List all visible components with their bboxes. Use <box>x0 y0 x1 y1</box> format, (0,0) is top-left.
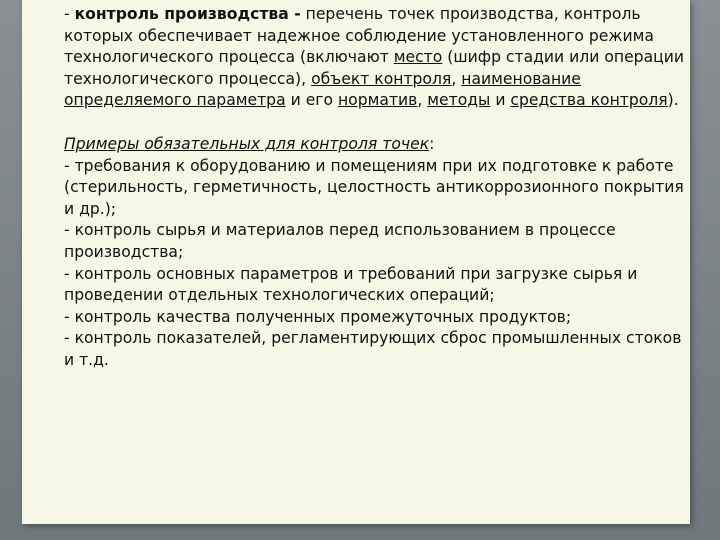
examples-heading-colon: : <box>429 134 435 153</box>
definition-paragraph <box>64 4 696 112</box>
example-item: - контроль показателей, регламентирующих сброс промышленных стоков и т.д. <box>64 329 682 369</box>
separator-1: , <box>451 69 462 88</box>
definition-text-2: (шифр стадии или операции технологического процесса), <box>64 48 685 88</box>
examples-heading: Примеры обязательных для контроля точек <box>64 134 430 153</box>
definition-text-4: и <box>490 91 511 110</box>
examples-heading-line <box>64 134 696 156</box>
definition-text-1: перечень точек производства, контроль которых обеспечивает надежное соблюдение установленного режима технологического процесса (включают <box>64 5 654 67</box>
definition-term: контроль производства - <box>74 5 301 23</box>
term-parameter-name: наименование определяемого параметра <box>64 69 581 110</box>
term-control-means: средства контроля <box>510 91 668 110</box>
example-item: - контроль основных параметров и требований при загрузке сырья и проведении отдельных технологических операций; <box>64 264 638 305</box>
term-methods: методы <box>427 91 491 110</box>
term-control-object: объект контроля <box>311 69 452 88</box>
slide <box>22 0 690 524</box>
definition-dash: - <box>64 5 75 23</box>
separator-2: , <box>417 91 428 110</box>
term-norm: норматив <box>337 91 418 110</box>
definition-text-3: и его <box>285 91 338 110</box>
example-item: - контроль качества полученных промежуточных продуктов; <box>64 307 572 326</box>
example-item: - контроль сырья и материалов перед использованием в процессе производства; <box>64 221 616 261</box>
term-place: место <box>393 48 443 67</box>
slide-content <box>64 4 696 372</box>
example-item: - требования к оборудованию и помещениям при их подготовке к работе (стерильность, герметичность, целостность антикоррозионного покрытия и др.); <box>64 156 684 218</box>
definition-text-5: ). <box>667 91 679 110</box>
paragraph-gap <box>64 112 696 134</box>
